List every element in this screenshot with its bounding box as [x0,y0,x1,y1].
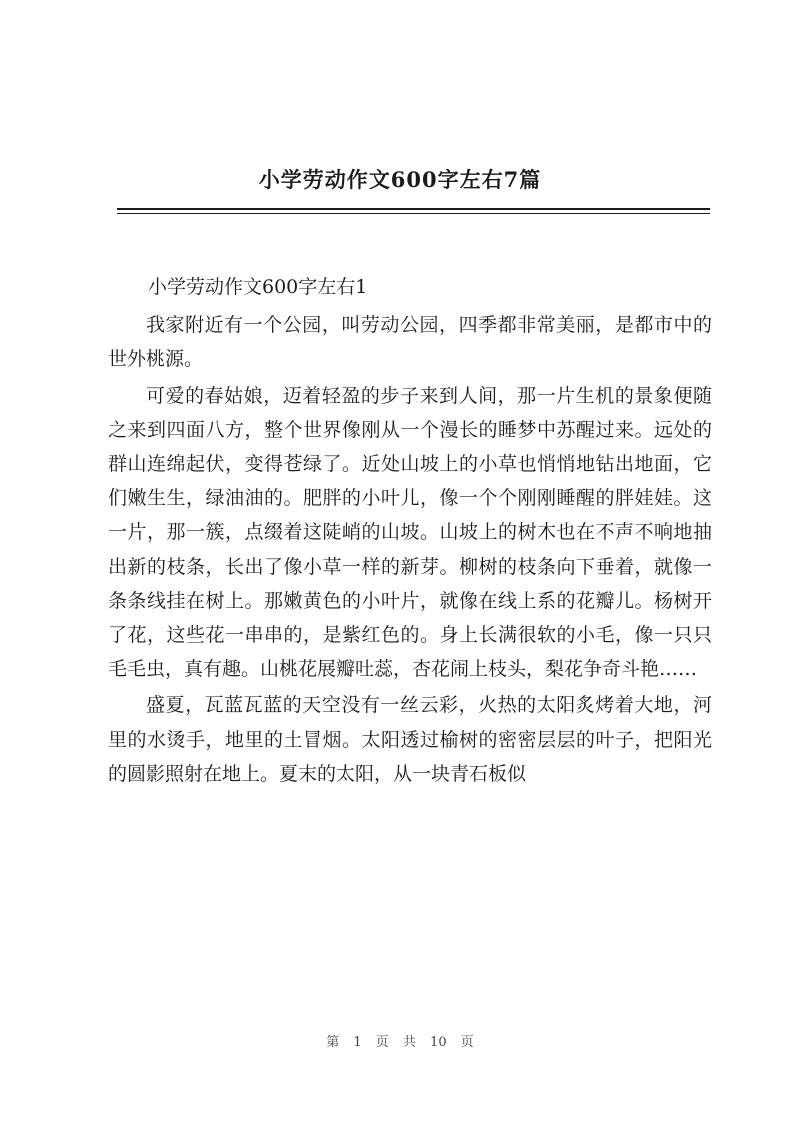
paragraph-2: 可爱的春姑娘，迈着轻盈的步子来到人间，那一片生机的景象便随之来到四面八方，整个世界像刚从一个漫长的睡梦中苏醒过来。远处的群山连绵起伏，变得苍绿了。近处山坡上的小草也悄悄地钻出地面，它们嫩生生，绿油油的。肥胖的小叶儿，像一个个刚刚睡醒的胖娃娃。这一片，那一簇，点缀着这陡峭的山坡。山坡上的树木也在不声不响地抽出新的枝条，长出了像小草一样的新芽。柳树的枝条向下垂着，就像一条条线挂在树上。那嫩黄色的小叶片，就像在线上系的花瓣儿。杨树开了花，这些花一串串的，是紫红色的。身上长满很软的小毛，像一只只毛毛虫，真有趣。山桃花展瓣吐蕊，杏花闹上枝头，梨花争奇斗艳…… [108,384,712,681]
title-divider-thin [117,213,710,214]
document-body [108,270,712,791]
document-title: 小学劳动作文600字左右7篇 [258,167,542,192]
paragraph-3: 盛夏，瓦蓝瓦蓝的天空没有一丝云彩，火热的太阳炙烤着大地，河里的水烫手，地里的土冒烟。太阳透过榆树的密密层层的叶子，把阳光的圆影照射在地上。夏末的太阳，从一块青石板似 [108,694,712,785]
paragraph-1: 我家附近有一个公园，叫劳动公园，四季都非常美丽，是都市中的世外桃源。 [108,314,712,371]
title-divider [117,208,710,210]
page-footer: 第 1 页 共 10 页 [326,1035,474,1050]
section-heading: 小学劳动作文600字左右1 [148,276,368,298]
